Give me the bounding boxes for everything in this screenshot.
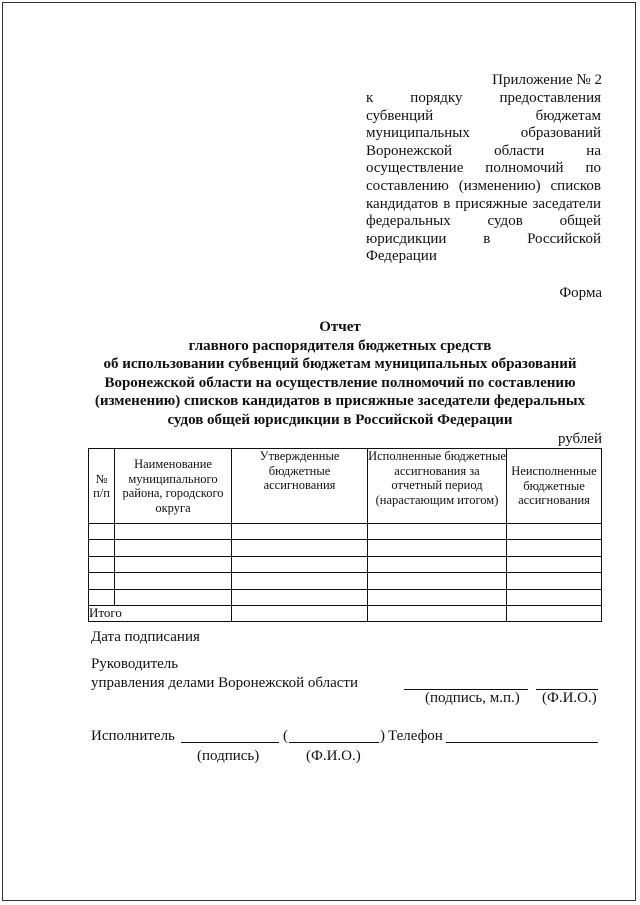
header-district: Наименование муниципального района, городского округа [115,449,232,524]
table-cell[interactable] [507,540,602,556]
appendix-line: Федерации [366,248,437,265]
table-cell[interactable] [89,540,115,556]
report-title-line: Отчет [319,319,361,335]
signing-date-label: Дата подписания [91,629,200,645]
report-table [88,448,602,622]
executor-signature-line[interactable] [181,742,279,743]
table-row [89,524,602,540]
table-cell[interactable] [507,589,602,605]
appendix-text [366,90,601,266]
table-cell[interactable] [507,524,602,540]
table-cell[interactable] [115,524,232,540]
table-row [89,556,602,572]
table-row [89,589,602,605]
executor-name-caption: (Ф.И.О.) [306,748,361,764]
table-cell[interactable] [368,556,507,572]
appendix-line: федеральных судов общей [366,213,601,230]
total-unexecuted-cell[interactable] [507,605,602,621]
phone-line[interactable] [446,742,598,743]
table-cell[interactable] [232,524,368,540]
report-title [80,318,600,430]
report-title-line: главного распорядителя бюджетных средств [188,337,492,354]
table-cell[interactable] [89,524,115,540]
report-title-line: судов общей юрисдикции в Российской Федерации [167,411,513,428]
appendix-line: составлению (изменению) списков [366,177,601,194]
total-approved-cell[interactable] [232,605,368,621]
header-number: № п/п [89,449,115,524]
total-label: Итого [89,605,232,621]
paren-open: ( [283,728,288,744]
appendix-line: к порядку предоставления [366,90,601,106]
phone-label: Телефон [388,728,443,744]
table-cell[interactable] [507,556,602,572]
head-name-caption: (Ф.И.О.) [542,690,597,706]
header-approved: Утвержденные бюджетные ассигнования [232,449,368,524]
head-label: Руководитель [91,656,179,672]
head-department-label: управления делами Воронежской области [91,675,359,691]
report-title-line: (изменению) списков кандидатов в присяжные заседатели федеральных [94,393,586,410]
report-title-line: Воронежской области на осуществление полномочий по составлению [104,374,576,391]
appendix-line: муниципальных образований [366,125,601,142]
form-label: Форма [559,285,602,301]
table-cell[interactable] [232,556,368,572]
appendix-line: осуществление полномочий по [366,160,601,177]
appendix-line: субвенций бюджетам [366,107,601,124]
executor-label: Исполнитель [91,728,175,744]
table-cell[interactable] [368,524,507,540]
executor-sign-caption: (подпись) [197,748,260,764]
total-executed-cell[interactable] [368,605,507,621]
report-title-line: об использовании субвенций бюджетам муниципальных образований [103,356,577,373]
table-cell[interactable] [115,573,232,589]
table-cell[interactable] [232,540,368,556]
table-cell[interactable] [115,540,232,556]
table-total-row [89,605,602,621]
table-cell[interactable] [232,573,368,589]
table-cell[interactable] [89,556,115,572]
table-cell[interactable] [232,589,368,605]
executor-name-line[interactable] [289,742,379,743]
table-cell[interactable] [115,589,232,605]
table-header-row [89,449,602,524]
appendix-title: Приложение № 2 [492,72,602,88]
sign-stamp-caption: (подпись, м.п.) [425,690,520,706]
table-cell[interactable] [89,573,115,589]
table-row [89,540,602,556]
table-row [89,573,602,589]
appendix-line: Воронежской области на [366,142,601,159]
table-cell[interactable] [89,589,115,605]
table-cell[interactable] [115,556,232,572]
table-cell[interactable] [368,540,507,556]
header-executed: Исполненные бюджетные ассигнования за отчетный период (нарастающим итогом) [368,449,507,524]
paren-close: ) [380,728,385,744]
table-cell[interactable] [368,573,507,589]
appendix-line: юрисдикции в Российской [366,230,601,247]
table-cell[interactable] [507,573,602,589]
appendix-line: кандидатов в присяжные заседатели [366,195,601,212]
currency-unit: рублей [557,431,602,447]
table-cell[interactable] [368,589,507,605]
header-unexecuted: Неисполненные бюджетные ассигнования [507,449,602,524]
